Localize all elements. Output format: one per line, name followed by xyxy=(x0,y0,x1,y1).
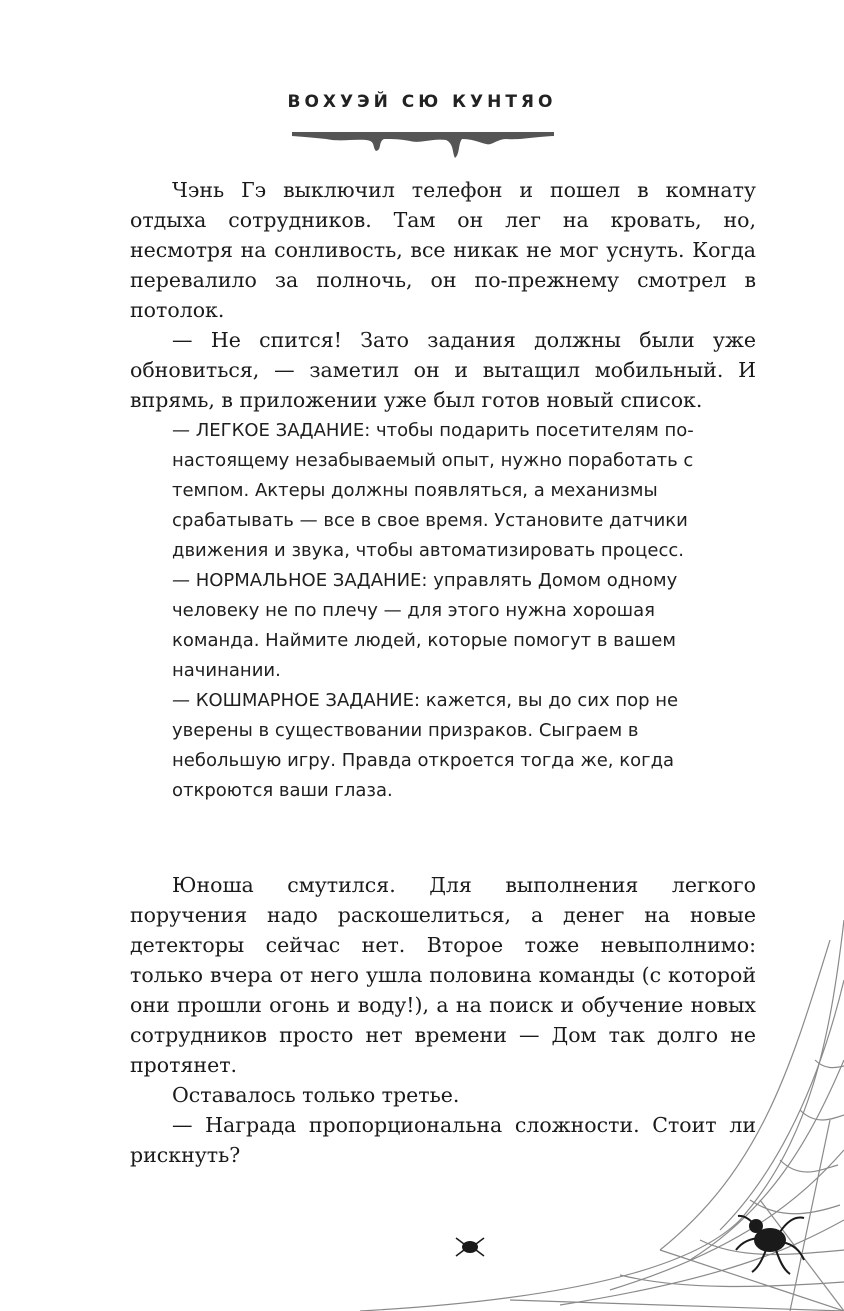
task-easy: — ЛЕГКОЕ ЗАДАНИЕ: чтобы подарить посетителям по-настоящему незабываемый опыт, нужно поработать с темпом. Актеры должны появляться, а механизмы срабатывать — все в свое время. Установите датчики движения и звука, чтобы автоматизировать процесс. xyxy=(172,420,694,561)
dripping-ornament xyxy=(292,124,554,160)
running-title: ВОХУЭЙ СЮ КУНТЯО xyxy=(287,92,557,112)
paragraph: — Награда пропорциональна сложности. Стоит ли рискнуть? xyxy=(130,1113,756,1167)
task-list xyxy=(172,416,732,806)
paragraph: Юноша смутился. Для выполнения легкого поручения надо раскошелиться, а денег на новые детекторы сейчас нет. Второе тоже невыполнимо: только вчера от него ушла половина команды (с которой они прошли огонь и воду!), а на поиск и обучение новых сотрудников просто нет времени — Дом так долго не протянет. xyxy=(130,873,756,1077)
paragraph: Чэнь Гэ выключил телефон и пошел в комнату отдыха сотрудников. Там он лег на кровать, но, несмотря на сонливость, все никак не мог уснуть. Когда перевалило за полночь, он по-прежнему смотрел в потолок. xyxy=(130,178,756,322)
spider-small-icon xyxy=(456,1238,484,1256)
spiderweb-illustration xyxy=(360,920,844,1311)
task-nightmare: — КОШМАРНОЕ ЗАДАНИЕ: кажется, вы до сих пор не уверены в существовании призраков. Сыграем в небольшую игру. Правда откроется тогда же, когда откроются ваши глаза. xyxy=(172,690,679,801)
task-normal: — НОРМАЛЬНОЕ ЗАДАНИЕ: управлять Домом одному человеку не по плечу — для этого нужна хорошая команда. Наймите людей, которые помогут в вашем начинании. xyxy=(172,570,678,681)
paragraph: — Не спится! Зато задания должны были уже обновиться, — заметил он и вытащил мобильный. И впрямь, в приложении уже был готов новый список. xyxy=(130,328,756,412)
paragraph: Оставалось только третье. xyxy=(172,1083,460,1107)
narrative-top xyxy=(130,175,756,415)
